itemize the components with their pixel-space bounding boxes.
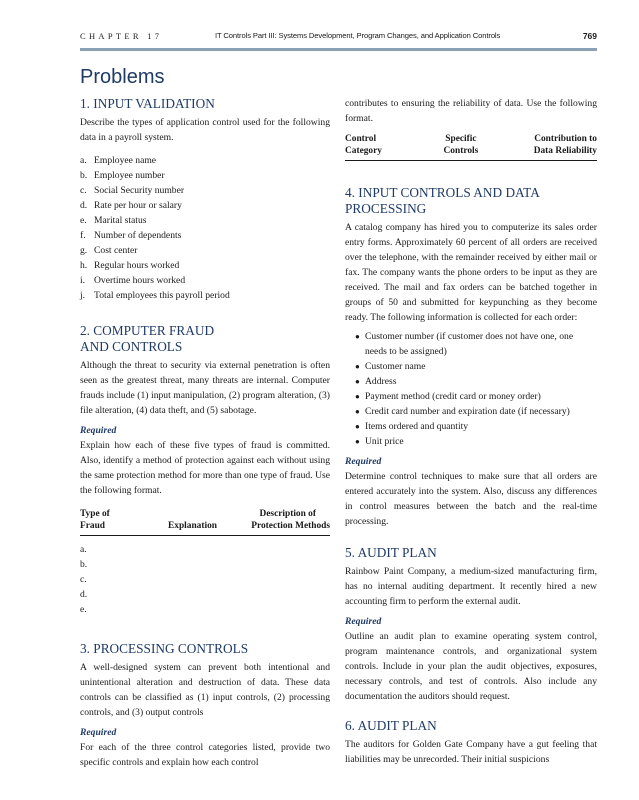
bullet-icon: ● — [355, 362, 360, 371]
list-item: ● Items ordered and quantity — [355, 421, 469, 432]
list-item: d. Rate per hour or salary — [80, 200, 182, 211]
list-item: i. Overtime hours worked — [80, 275, 186, 286]
problem3-format-table — [345, 133, 597, 157]
problem2-text: Although the threat to security via external penetration is often seen as the greatest threat, many threats are internal. Computer frauds include (1) input manipulation, (2) program alteration, (3) file alteration, (4) data theft, and (5) sabotage. — [80, 360, 330, 416]
list-item: j. Total employees this payroll period — [80, 290, 230, 301]
list-item: d. — [80, 589, 88, 600]
list-item: ● Customer name — [355, 361, 426, 372]
problem4-heading-line1: 4. INPUT CONTROLS AND DATA — [345, 185, 540, 200]
list-item: g. Cost center — [80, 245, 138, 256]
list-item: e. — [80, 604, 87, 615]
left-column — [80, 96, 330, 770]
format-col2: Specific Controls — [443, 134, 479, 156]
page-title: Problems — [80, 66, 165, 88]
bullet-icon: ● — [355, 437, 360, 446]
right-column — [345, 96, 597, 767]
format-col2: Explanation — [168, 521, 217, 531]
problem4-required-text: Determine control techniques to make sure that all orders are entered accurately into the system. Also, discuss any differences in control measures between the batch and the real-time processing. — [345, 471, 597, 527]
problem2-rows — [80, 542, 330, 617]
format-col3: Description of Protection Methods — [251, 509, 330, 531]
problem6-text: The auditors for Golden Gate Company have a gut feeling that liabilities may be unrecorded. Their initial suspicions — [345, 739, 597, 765]
bullet-icon: ● — [355, 422, 360, 431]
list-item: b. Employee number — [80, 170, 165, 181]
problem3-continued-text: contributes to ensuring the reliability of data. Use the following format. — [345, 98, 597, 124]
problem5-required-label: Required — [345, 616, 382, 627]
list-item: a. Employee name — [80, 155, 157, 166]
problem5-required-text: Outline an audit plan to examine operating system control, program maintenance controls, and organizational system controls. Include in your plan the audit objectives, exposures, necessary controls, and test of controls. Also include any documentation the auditors should request. — [345, 631, 597, 702]
problem1-list — [80, 153, 330, 303]
running-title: IT Controls Part III: Systems Development, Program Changes, and Application Controls — [215, 31, 501, 40]
problem2-format-table — [80, 508, 330, 532]
format-rule — [345, 160, 597, 161]
bullet-icon: ● — [355, 407, 360, 416]
problem4-heading-line2: PROCESSING — [345, 201, 427, 216]
format-col3: Contribution to Data Reliability — [533, 134, 597, 156]
list-item: ● Payment method (credit card or money order) — [355, 391, 541, 402]
format-rule — [80, 535, 330, 536]
header-rule — [80, 48, 597, 51]
problem3-required-label: Required — [80, 727, 117, 738]
problem1-text: Describe the types of application control used for the following data in a payroll system. — [80, 117, 330, 143]
problem5-text: Rainbow Paint Company, a medium-sized manufacturing firm, has no internal auditing department. It recently hired a new accounting firm to perform the external audit. — [345, 566, 597, 607]
problem3-text: A well-designed system can prevent both intentional and unintentional alteration and destruction of data. These data controls can be classified as (1) input controls, (2) processing controls, and (3) output controls — [80, 662, 330, 718]
list-item: b. — [80, 559, 88, 570]
list-item: ● Unit price — [355, 436, 404, 447]
format-col1: Type of Fraud — [80, 509, 110, 531]
problem5-heading: 5. AUDIT PLAN — [345, 545, 437, 560]
page-number: 769 — [582, 31, 597, 41]
problem2-heading-line2: AND CONTROLS — [80, 339, 183, 354]
problem4-bullets — [345, 329, 597, 449]
problem2-required-label: Required — [80, 425, 117, 436]
bullet-icon: ● — [355, 377, 360, 386]
list-item: c. Social Security number — [80, 185, 185, 196]
bullet-icon: ● — [355, 392, 360, 401]
problem3-required-text: For each of the three control categories listed, provide two specific controls and explain how each control — [80, 742, 330, 768]
problem2-required-text: Explain how each of these five types of fraud is committed. Also, identify a method of protection against each without using the same protection method for more than one type of fraud. Use the following format. — [80, 440, 330, 496]
problem2-heading-line1: 2. COMPUTER FRAUD — [80, 323, 215, 338]
bullet-icon: ● — [355, 332, 360, 341]
problem1-heading: 1. INPUT VALIDATION — [80, 96, 215, 111]
list-item: c. — [80, 574, 87, 585]
list-item: e. Marital status — [80, 215, 147, 226]
list-item: ● Credit card number and expiration date (if necessary) — [355, 406, 570, 417]
problem6-heading: 6. AUDIT PLAN — [345, 718, 437, 733]
list-item: f. Number of dependents — [80, 230, 182, 241]
list-item: h. Regular hours worked — [80, 260, 180, 271]
chapter-label: CHAPTER 17 — [80, 31, 163, 41]
list-item: ● Address — [355, 376, 397, 387]
list-item: ● Customer number (if customer does not have one, one needs to be assigned) — [355, 331, 574, 357]
problem3-heading: 3. PROCESSING CONTROLS — [80, 641, 249, 656]
list-item: a. — [80, 544, 87, 555]
problem4-required-label: Required — [345, 456, 382, 467]
format-col1: Control Category — [345, 134, 382, 156]
problem4-text: A catalog company has hired you to computerize its sales order entry forms. Approximately 60 percent of all orders are received over the telephone, with the remainder received by either mail or fax. The company wants the phone orders to be input as they are received. The mail and fax orders can be batched together in groups of 50 and submitted for keypunching as they become ready. The following information is collected for each order: — [345, 222, 597, 323]
